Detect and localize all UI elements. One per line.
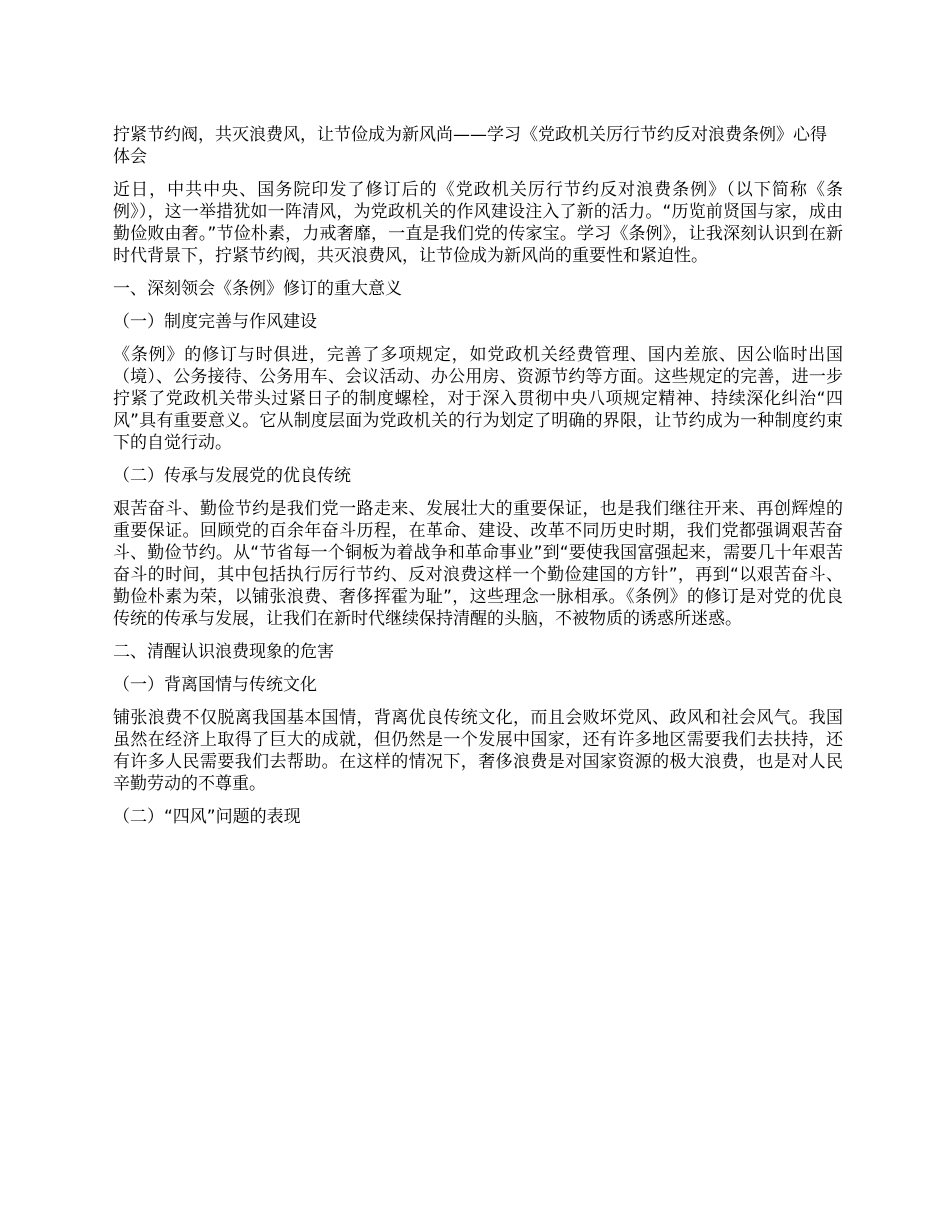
section-1-sub-2-heading: （二）传承与发展党的优良传统	[113, 466, 351, 486]
section-1-sub-2-paragraph: 艰苦奋斗、勤俭节约是我们党一路走来、发展壮大的重要保证，也是我们继往开来、再创辉煌的重要保证。回顾党的百余年奋斗历程，在革命、建设、改革不同历史时期，我们党都强调艰苦奋斗、勤俭节约。从“节省每一个铜板为着战争和革命事业”到“要使我国富强起来，需要几十年艰苦奋斗的时间，其中包括执行厉行节约、反对浪费这样一个勤俭建国的方针”，再到“以艰苦奋斗、勤俭朴素为荣，以铺张浪费、奢侈挥霍为耻”，这些理念一脉相承。《条例》的修订是对党的优良传统的传承与发展，让我们在新时代继续保持清醒的头脑，不被物质的诱惑所迷惑。	[113, 499, 843, 629]
intro-paragraph: 近日，中共中央、国务院印发了修订后的《党政机关厉行节约反对浪费条例》（以下简称《条例》），这一举措犹如一阵清风，为党政机关的作风建设注入了新的活力。“历览前贤国与家，成由勤俭败由奢。”节俭朴素，力戒奢靡，一直是我们党的传家宝。学习《条例》，让我深刻认识到在新时代背景下，拧紧节约阀，共灭浪费风，让节俭成为新风尚的重要性和紧迫性。	[113, 180, 843, 266]
section-2-sub-1-heading: （一）背离国情与传统文化	[113, 675, 317, 695]
section-2-sub-1-paragraph: 铺张浪费不仅脱离我国基本国情，背离优良传统文化，而且会败坏党风、政风和社会风气。我国虽然在经济上取得了巨大的成就，但仍然是一个发展中国家，还有许多地区需要我们去扶持，还有许多人民需要我们去帮助。在这样的情况下，奢侈浪费是对国家资源的极大浪费，也是对人民辛勤劳动的不尊重。	[113, 708, 843, 794]
section-1-sub-1-heading: （一）制度完善与作风建设	[113, 312, 317, 332]
section-1-sub-1-paragraph: 《条例》的修订与时俱进，完善了多项规定，如党政机关经费管理、国内差旅、因公临时出国（境）、公务接待、公务用车、会议活动、办公用房、资源节约等方面。这些规定的完善，进一步拧紧了党政机关带头过紧日子的制度螺栓，对于深入贯彻中央八项规定精神、持续深化纠治“四风”具有重要意义。它从制度层面为党政机关的行为划定了明确的界限，让节约成为一种制度约束下的自觉行动。	[113, 345, 843, 453]
document-page	[113, 124, 843, 839]
section-2-sub-2-heading: （二）“四风”问题的表现	[113, 807, 301, 827]
document-title: 拧紧节约阀，共灭浪费风，让节俭成为新风尚——学习《党政机关厉行节约反对浪费条例》心得体会	[113, 125, 827, 167]
section-2-heading: 二、清醒认识浪费现象的危害	[113, 642, 334, 662]
section-1-heading: 一、深刻领会《条例》修订的重大意义	[113, 279, 402, 299]
